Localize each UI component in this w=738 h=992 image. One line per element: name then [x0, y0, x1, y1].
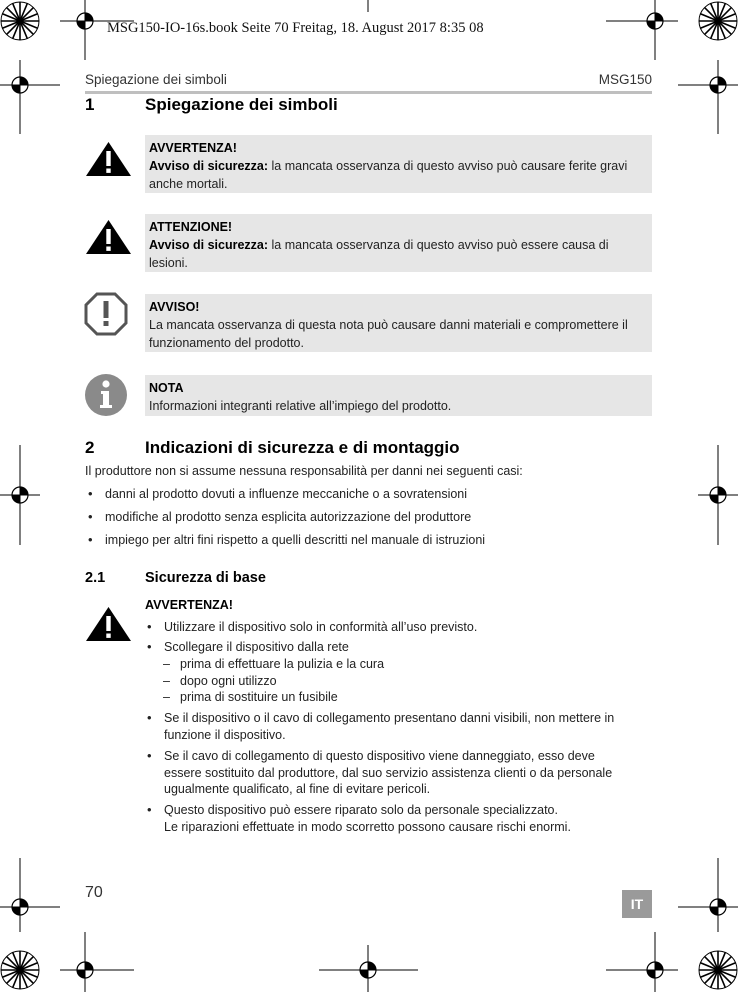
registration-star [699, 2, 737, 40]
box-text: la mancata osservanza di questo avviso può essere causa di lesioni. [149, 238, 609, 270]
box-title: AVVISO! [149, 300, 200, 314]
dash: – [163, 674, 170, 688]
box-text: Informazioni integranti relative all’impiego del prodotto. [149, 399, 452, 413]
registration-mark [606, 932, 678, 992]
subsection-title: Sicurezza di base [145, 570, 266, 586]
print-header: MSG150-IO-16s.book Seite 70 Freitag, 18. August 2017 8:35 08 [107, 20, 484, 36]
warning-triangle-icon [85, 219, 132, 255]
section-title: Indicazioni di sicurezza e di montaggio [145, 438, 460, 457]
box-lead: Avviso di sicurezza: [149, 238, 269, 252]
registration-mark [0, 858, 60, 932]
warning-triangle-icon [85, 141, 132, 177]
sub-list-item [163, 690, 338, 704]
warning-triangle-icon [85, 606, 132, 642]
warning-title: AVVERTENZA! [145, 598, 233, 612]
list-item-text: Questo dispositivo può essere riparato solo da personale specializzato. [164, 803, 558, 817]
registration-star [699, 951, 737, 989]
box-title: NOTA [149, 381, 184, 395]
box-lead: Avviso di sicurezza: [149, 159, 269, 173]
header-rule [85, 91, 652, 94]
registration-mark [678, 858, 738, 932]
section-1-heading [85, 95, 645, 117]
list-item-continuation: Le riparazioni effettuate in modo scorretto possono causare rischi enormi. [164, 820, 571, 834]
registration-star [1, 2, 39, 40]
section-2-heading [85, 438, 645, 460]
registration-star [1, 951, 39, 989]
language-tag: IT [622, 890, 652, 918]
list-item-text: danni al prodotto dovuti a influenze meccaniche o a sovratensioni [105, 487, 468, 501]
section-2-intro: Il produttore non si assume nessuna responsabilità per danni nei seguenti casi: [85, 464, 523, 478]
dash: – [163, 690, 170, 704]
sub-list-item-text: prima di sostituire un fusibile [180, 690, 338, 704]
registration-mark [698, 445, 738, 545]
running-header-right: MSG150 [598, 72, 652, 87]
running-header-left: Spiegazione dei simboli [85, 72, 227, 87]
symbol-box-notice [145, 294, 652, 352]
symbol-box-note [145, 375, 652, 416]
registration-mark [0, 445, 40, 545]
box-text: La mancata osservanza di questa nota può causare danni materiali e compromettere il funzionamento del prodotto. [149, 318, 628, 350]
section-number: 2 [85, 438, 95, 457]
registration-mark [678, 60, 738, 134]
list-item-text: impiego per altri fini rispetto a quelli descritti nel manuale di istruzioni [105, 533, 486, 547]
list-item-text: Se il dispositivo o il cavo di collegamento presentano danni visibili, non mettere in [164, 711, 615, 725]
registration-mark [606, 0, 678, 60]
symbol-box-caution [145, 214, 652, 272]
list-item-text: modifiche al prodotto senza esplicita autorizzazione del produttore [105, 510, 472, 524]
box-title: AVVERTENZA! [149, 141, 237, 155]
list-item-text: Utilizzare il dispositivo solo in conformità all’uso previsto. [164, 620, 478, 634]
box-title: ATTENZIONE! [149, 220, 233, 234]
subsection-number: 2.1 [85, 570, 106, 586]
list-item-text: Se il cavo di collegamento di questo dispositivo viene danneggiato, esso deve [164, 749, 595, 763]
section-number: 1 [85, 95, 95, 114]
section-title: Spiegazione dei simboli [145, 95, 338, 114]
symbol-box-warning [145, 135, 652, 193]
octagon-exclamation-icon [84, 292, 128, 336]
registration-mark [319, 945, 418, 992]
list-item-text: Scollegare il dispositivo dalla rete [164, 640, 349, 654]
registration-mark [0, 60, 60, 134]
list-item-continuation: essere sostituito dal produttore, dal suo servizio assistenza clienti o da personale [164, 766, 613, 780]
dash: – [163, 657, 170, 671]
list-item-continuation: funzione il dispositivo. [164, 728, 286, 742]
sub-list-item [163, 657, 385, 671]
page-number: 70 [85, 884, 103, 901]
box-text: la mancata osservanza di questo avviso può causare ferite gravi anche mortali. [149, 159, 628, 191]
list-item-continuation: ugualmente qualificato, al fine di evitare pericoli. [164, 782, 431, 796]
registration-mark [60, 932, 134, 992]
sub-list-item-text: dopo ogni utilizzo [180, 674, 277, 688]
sub-list-item [163, 674, 277, 688]
info-circle-icon [84, 373, 128, 417]
sub-list-item-text: prima di effettuare la pulizia e la cura [180, 657, 385, 671]
